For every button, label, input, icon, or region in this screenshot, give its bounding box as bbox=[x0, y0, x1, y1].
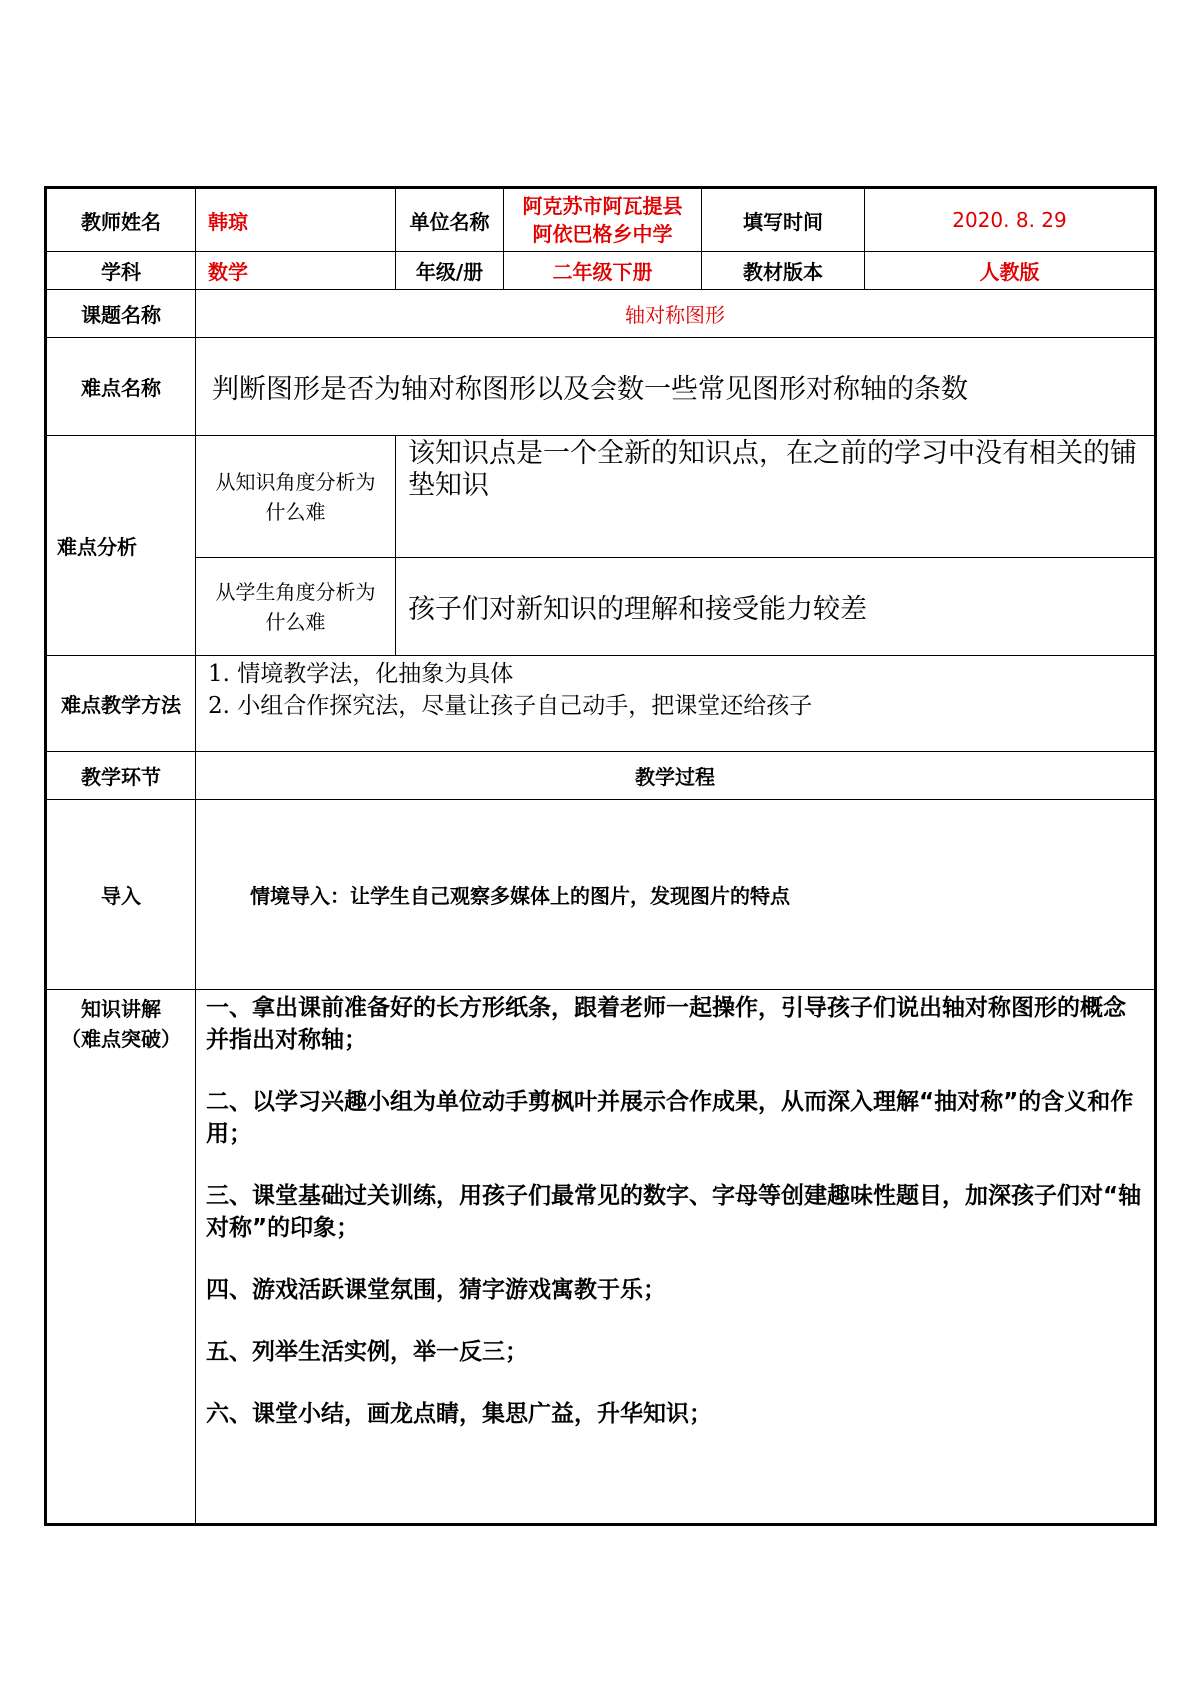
topic-label: 课题名称 bbox=[46, 290, 196, 338]
knowledge-item-3: 三、课堂基础过关训练，用孩子们最常见的数字、字母等创建趣味性题目，加深孩子们对“轴对称”的印象； bbox=[206, 1183, 1142, 1241]
intro-value: 情境导入：让学生自己观察多媒体上的图片，发现图片的特点 bbox=[196, 800, 1156, 990]
knowledge-label bbox=[46, 990, 196, 1525]
knowledge-value bbox=[196, 990, 1156, 1525]
unit-name-line-2: 阿依巴格乡中学 bbox=[532, 222, 673, 246]
analysis-label: 难点分析 bbox=[46, 436, 196, 656]
knowledge-item-2: 二、以学习兴趣小组为单位动手剪枫叶并展示合作成果，从而深入理解“抽对称”的含义和作用； bbox=[206, 1089, 1134, 1147]
knowledge-angle-label-line-1: 从知识角度分析为 bbox=[215, 469, 376, 494]
knowledge-angle-label-line-2: 什么难 bbox=[265, 499, 326, 524]
topic-row bbox=[46, 290, 1156, 338]
unit-name-label: 单位名称 bbox=[396, 188, 504, 252]
header-row-1 bbox=[46, 188, 1156, 252]
lesson-plan-table bbox=[44, 186, 1157, 1526]
methods-value bbox=[196, 656, 1156, 752]
methods-row bbox=[46, 656, 1156, 752]
knowledge-angle-label bbox=[196, 436, 396, 558]
difficulty-value: 判断图形是否为轴对称图形以及会数一些常见图形对称轴的条数 bbox=[196, 338, 1156, 436]
analysis-student-row bbox=[46, 558, 1156, 656]
knowledge-item-4: 四、游戏活跃课堂氛围，猜字游戏寓教于乐； bbox=[206, 1277, 666, 1303]
unit-name-value bbox=[504, 188, 702, 252]
subject-value: 数学 bbox=[196, 252, 396, 290]
method-item-2: 2. 小组合作探究法，尽量让孩子自己动手，把课堂还给孩子 bbox=[208, 693, 813, 719]
process-header-row bbox=[46, 752, 1156, 800]
methods-label: 难点教学方法 bbox=[46, 656, 196, 752]
grade-label: 年级/册 bbox=[396, 252, 504, 290]
intro-label: 导入 bbox=[46, 800, 196, 990]
difficulty-row bbox=[46, 338, 1156, 436]
edition-value: 人教版 bbox=[865, 252, 1156, 290]
method-item-1: 1. 情境教学法，化抽象为具体 bbox=[208, 661, 514, 687]
teacher-name-value: 韩琼 bbox=[196, 188, 396, 252]
student-angle-value: 孩子们对新知识的理解和接受能力较差 bbox=[396, 558, 1156, 656]
stage-label: 教学环节 bbox=[46, 752, 196, 800]
difficulty-label: 难点名称 bbox=[46, 338, 196, 436]
student-angle-label-line-1: 从学生角度分析为 bbox=[215, 579, 376, 604]
analysis-knowledge-row bbox=[46, 436, 1156, 558]
intro-row bbox=[46, 800, 1156, 990]
teacher-name-label: 教师姓名 bbox=[46, 188, 196, 252]
process-label: 教学过程 bbox=[196, 752, 1156, 800]
knowledge-item-5: 五、列举生活实例，举一反三； bbox=[206, 1339, 528, 1365]
fill-time-label: 填写时间 bbox=[702, 188, 865, 252]
fill-time-value: 2020. 8. 29 bbox=[865, 188, 1156, 252]
grade-value: 二年级下册 bbox=[504, 252, 702, 290]
knowledge-label-line-1: 知识讲解 bbox=[81, 997, 161, 1021]
header-row-2 bbox=[46, 252, 1156, 290]
knowledge-row bbox=[46, 990, 1156, 1525]
edition-label: 教材版本 bbox=[702, 252, 865, 290]
knowledge-item-1: 一、拿出课前准备好的长方形纸条，跟着老师一起操作，引导孩子们说出轴对称图形的概念并指出对称轴； bbox=[206, 995, 1126, 1053]
subject-label: 学科 bbox=[46, 252, 196, 290]
unit-name-line-1: 阿克苏市阿瓦提县 bbox=[522, 194, 683, 218]
knowledge-label-line-2: （难点突破） bbox=[61, 1027, 181, 1051]
knowledge-item-6: 六、课堂小结，画龙点睛，集思广益，升华知识； bbox=[206, 1401, 712, 1427]
student-angle-label-line-2: 什么难 bbox=[265, 609, 326, 634]
topic-value: 轴对称图形 bbox=[196, 290, 1156, 338]
student-angle-label bbox=[196, 558, 396, 656]
knowledge-angle-value: 该知识点是一个全新的知识点，在之前的学习中没有相关的铺垫知识 bbox=[396, 436, 1156, 558]
